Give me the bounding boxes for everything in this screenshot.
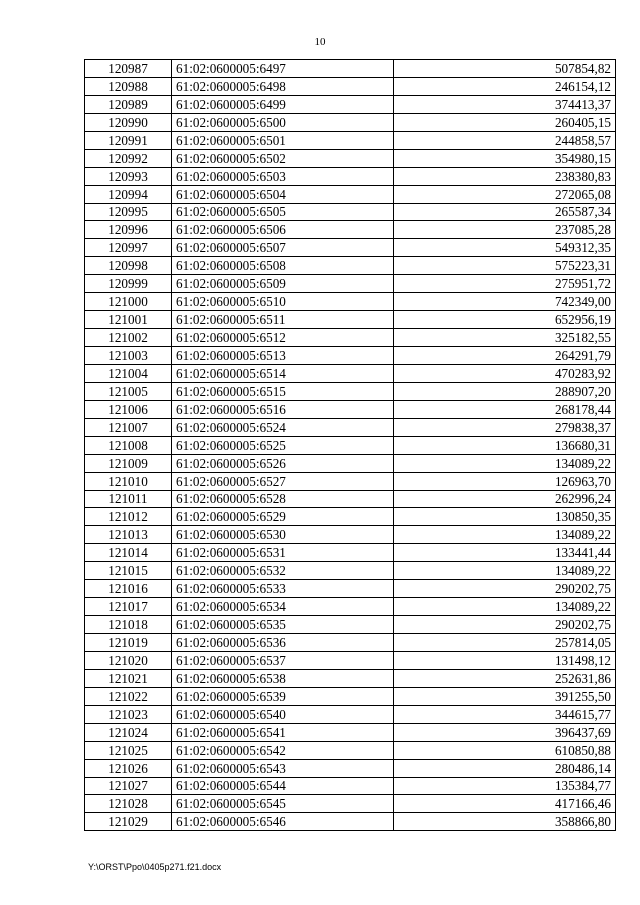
cadastral-value-cell: 131498,12 — [394, 651, 616, 669]
cadastral-number-cell: 61:02:0600005:6533 — [172, 580, 394, 598]
row-number-cell: 121003 — [85, 347, 172, 365]
table-row — [85, 580, 616, 598]
cadastral-number-cell: 61:02:0600005:6511 — [172, 311, 394, 329]
table-row — [85, 705, 616, 723]
cadastral-value-cell: 135384,77 — [394, 777, 616, 795]
table-row — [85, 651, 616, 669]
table-row — [85, 239, 616, 257]
cadastral-number-cell: 61:02:0600005:6524 — [172, 418, 394, 436]
table-row — [85, 382, 616, 400]
cadastral-number-cell: 61:02:0600005:6497 — [172, 60, 394, 78]
row-number-cell: 120997 — [85, 239, 172, 257]
cadastral-value-cell: 260405,15 — [394, 113, 616, 131]
cadastral-number-cell: 61:02:0600005:6530 — [172, 526, 394, 544]
row-number-cell: 121016 — [85, 580, 172, 598]
cadastral-number-cell: 61:02:0600005:6535 — [172, 616, 394, 634]
cadastral-value-cell: 290202,75 — [394, 616, 616, 634]
cadastral-number-cell: 61:02:0600005:6526 — [172, 454, 394, 472]
table-row — [85, 149, 616, 167]
cadastral-number-cell: 61:02:0600005:6501 — [172, 131, 394, 149]
cadastral-value-cell: 133441,44 — [394, 544, 616, 562]
table-row — [85, 526, 616, 544]
cadastral-value-cell: 134089,22 — [394, 526, 616, 544]
cadastral-number-cell: 61:02:0600005:6542 — [172, 741, 394, 759]
cadastral-number-cell: 61:02:0600005:6539 — [172, 687, 394, 705]
table-row — [85, 131, 616, 149]
table-row — [85, 185, 616, 203]
row-number-cell: 120988 — [85, 77, 172, 95]
cadastral-value-cell: 246154,12 — [394, 77, 616, 95]
cadastral-value-cell: 374413,37 — [394, 95, 616, 113]
cadastral-value-cell: 290202,75 — [394, 580, 616, 598]
row-number-cell: 120989 — [85, 95, 172, 113]
row-number-cell: 121013 — [85, 526, 172, 544]
cadastral-number-cell: 61:02:0600005:6516 — [172, 400, 394, 418]
cadastral-value-cell: 470283,92 — [394, 364, 616, 382]
table-row — [85, 203, 616, 221]
row-number-cell: 121002 — [85, 329, 172, 347]
row-number-cell: 121006 — [85, 400, 172, 418]
cadastral-value-cell: 238380,83 — [394, 167, 616, 185]
row-number-cell: 121018 — [85, 616, 172, 634]
cadastral-value-cell: 325182,55 — [394, 329, 616, 347]
cadastral-value-cell: 244858,57 — [394, 131, 616, 149]
cadastral-value-cell: 391255,50 — [394, 687, 616, 705]
row-number-cell: 121027 — [85, 777, 172, 795]
cadastral-number-cell: 61:02:0600005:6545 — [172, 795, 394, 813]
cadastral-number-cell: 61:02:0600005:6537 — [172, 651, 394, 669]
cadastral-value-cell: 354980,15 — [394, 149, 616, 167]
cadastral-number-cell: 61:02:0600005:6508 — [172, 257, 394, 275]
cadastral-number-cell: 61:02:0600005:6540 — [172, 705, 394, 723]
cadastral-number-cell: 61:02:0600005:6541 — [172, 723, 394, 741]
row-number-cell: 120995 — [85, 203, 172, 221]
table-row — [85, 723, 616, 741]
row-number-cell: 121011 — [85, 490, 172, 508]
table-row — [85, 687, 616, 705]
row-number-cell: 121008 — [85, 436, 172, 454]
table-row — [85, 347, 616, 365]
table-row — [85, 60, 616, 78]
cadastral-number-cell: 61:02:0600005:6503 — [172, 167, 394, 185]
row-number-cell: 120993 — [85, 167, 172, 185]
row-number-cell: 121001 — [85, 311, 172, 329]
row-number-cell: 121005 — [85, 382, 172, 400]
table-row — [85, 400, 616, 418]
row-number-cell: 120998 — [85, 257, 172, 275]
cadastral-value-cell: 134089,22 — [394, 454, 616, 472]
cadastral-value-cell: 610850,88 — [394, 741, 616, 759]
table-row — [85, 113, 616, 131]
row-number-cell: 121004 — [85, 364, 172, 382]
row-number-cell: 121014 — [85, 544, 172, 562]
cadastral-number-cell: 61:02:0600005:6500 — [172, 113, 394, 131]
cadastral-value-cell: 265587,34 — [394, 203, 616, 221]
table-row — [85, 777, 616, 795]
row-number-cell: 121019 — [85, 634, 172, 652]
table-row — [85, 759, 616, 777]
table-row — [85, 669, 616, 687]
cadastral-value-cell: 279838,37 — [394, 418, 616, 436]
cadastral-value-cell: 344615,77 — [394, 705, 616, 723]
cadastral-value-cell: 257814,05 — [394, 634, 616, 652]
table-row — [85, 311, 616, 329]
cadastral-value-cell: 549312,35 — [394, 239, 616, 257]
cadastral-number-cell: 61:02:0600005:6512 — [172, 329, 394, 347]
table-row — [85, 293, 616, 311]
table-row — [85, 813, 616, 831]
row-number-cell: 121024 — [85, 723, 172, 741]
row-number-cell: 120999 — [85, 275, 172, 293]
row-number-cell: 120987 — [85, 60, 172, 78]
cadastral-number-cell: 61:02:0600005:6498 — [172, 77, 394, 95]
row-number-cell: 120991 — [85, 131, 172, 149]
cadastral-value-cell: 417166,46 — [394, 795, 616, 813]
row-number-cell: 120996 — [85, 221, 172, 239]
cadastral-value-cell: 358866,80 — [394, 813, 616, 831]
table-row — [85, 544, 616, 562]
cadastral-value-cell: 136680,31 — [394, 436, 616, 454]
row-number-cell: 120994 — [85, 185, 172, 203]
row-number-cell: 121026 — [85, 759, 172, 777]
row-number-cell: 121023 — [85, 705, 172, 723]
table-row — [85, 436, 616, 454]
row-number-cell: 121025 — [85, 741, 172, 759]
table-row — [85, 454, 616, 472]
cadastral-value-cell: 272065,08 — [394, 185, 616, 203]
cadastral-value-table — [84, 59, 616, 831]
cadastral-value-cell: 507854,82 — [394, 60, 616, 78]
cadastral-number-cell: 61:02:0600005:6534 — [172, 598, 394, 616]
row-number-cell: 121020 — [85, 651, 172, 669]
table-row — [85, 221, 616, 239]
cadastral-number-cell: 61:02:0600005:6527 — [172, 472, 394, 490]
row-number-cell: 121021 — [85, 669, 172, 687]
cadastral-value-cell: 134089,22 — [394, 598, 616, 616]
table-row — [85, 77, 616, 95]
cadastral-number-cell: 61:02:0600005:6514 — [172, 364, 394, 382]
table-row — [85, 167, 616, 185]
cadastral-number-cell: 61:02:0600005:6510 — [172, 293, 394, 311]
cadastral-number-cell: 61:02:0600005:6509 — [172, 275, 394, 293]
cadastral-number-cell: 61:02:0600005:6546 — [172, 813, 394, 831]
cadastral-number-cell: 61:02:0600005:6502 — [172, 149, 394, 167]
table-row — [85, 364, 616, 382]
cadastral-value-cell: 262996,24 — [394, 490, 616, 508]
table-row — [85, 616, 616, 634]
table-row — [85, 418, 616, 436]
cadastral-number-cell: 61:02:0600005:6505 — [172, 203, 394, 221]
table-row — [85, 508, 616, 526]
table-row — [85, 598, 616, 616]
cadastral-value-cell: 264291,79 — [394, 347, 616, 365]
cadastral-number-cell: 61:02:0600005:6531 — [172, 544, 394, 562]
page-number: 10 — [314, 36, 326, 48]
cadastral-value-cell: 652956,19 — [394, 311, 616, 329]
row-number-cell: 121029 — [85, 813, 172, 831]
table-row — [85, 472, 616, 490]
row-number-cell: 121012 — [85, 508, 172, 526]
cadastral-number-cell: 61:02:0600005:6536 — [172, 634, 394, 652]
row-number-cell: 121015 — [85, 562, 172, 580]
cadastral-value-cell: 237085,28 — [394, 221, 616, 239]
table-row — [85, 95, 616, 113]
cadastral-number-cell: 61:02:0600005:6515 — [172, 382, 394, 400]
cadastral-value-cell: 575223,31 — [394, 257, 616, 275]
table-row — [85, 329, 616, 347]
cadastral-value-cell: 134089,22 — [394, 562, 616, 580]
cadastral-number-cell: 61:02:0600005:6525 — [172, 436, 394, 454]
row-number-cell: 121017 — [85, 598, 172, 616]
row-number-cell: 121010 — [85, 472, 172, 490]
cadastral-value-cell: 126963,70 — [394, 472, 616, 490]
row-number-cell: 121022 — [85, 687, 172, 705]
cadastral-value-cell: 396437,69 — [394, 723, 616, 741]
cadastral-number-cell: 61:02:0600005:6499 — [172, 95, 394, 113]
cadastral-number-cell: 61:02:0600005:6529 — [172, 508, 394, 526]
table-row — [85, 257, 616, 275]
row-number-cell: 120992 — [85, 149, 172, 167]
cadastral-value-cell: 742349,00 — [394, 293, 616, 311]
cadastral-value-cell: 252631,86 — [394, 669, 616, 687]
row-number-cell: 121000 — [85, 293, 172, 311]
table-row — [85, 490, 616, 508]
table-row — [85, 562, 616, 580]
cadastral-value-cell: 288907,20 — [394, 382, 616, 400]
table-row — [85, 795, 616, 813]
table-body — [85, 60, 616, 831]
cadastral-number-cell: 61:02:0600005:6532 — [172, 562, 394, 580]
cadastral-number-cell: 61:02:0600005:6544 — [172, 777, 394, 795]
footer-file-path: Y:\ORST\Ppo\0405p271.f21.docx — [88, 862, 222, 872]
table-row — [85, 634, 616, 652]
cadastral-number-cell: 61:02:0600005:6528 — [172, 490, 394, 508]
cadastral-value-cell: 280486,14 — [394, 759, 616, 777]
table-row — [85, 741, 616, 759]
row-number-cell: 120990 — [85, 113, 172, 131]
cadastral-value-cell: 268178,44 — [394, 400, 616, 418]
cadastral-number-cell: 61:02:0600005:6543 — [172, 759, 394, 777]
cadastral-number-cell: 61:02:0600005:6506 — [172, 221, 394, 239]
table-row — [85, 275, 616, 293]
row-number-cell: 121028 — [85, 795, 172, 813]
row-number-cell: 121007 — [85, 418, 172, 436]
cadastral-value-cell: 275951,72 — [394, 275, 616, 293]
cadastral-number-cell: 61:02:0600005:6504 — [172, 185, 394, 203]
cadastral-number-cell: 61:02:0600005:6513 — [172, 347, 394, 365]
cadastral-value-cell: 130850,35 — [394, 508, 616, 526]
cadastral-number-cell: 61:02:0600005:6507 — [172, 239, 394, 257]
row-number-cell: 121009 — [85, 454, 172, 472]
cadastral-number-cell: 61:02:0600005:6538 — [172, 669, 394, 687]
